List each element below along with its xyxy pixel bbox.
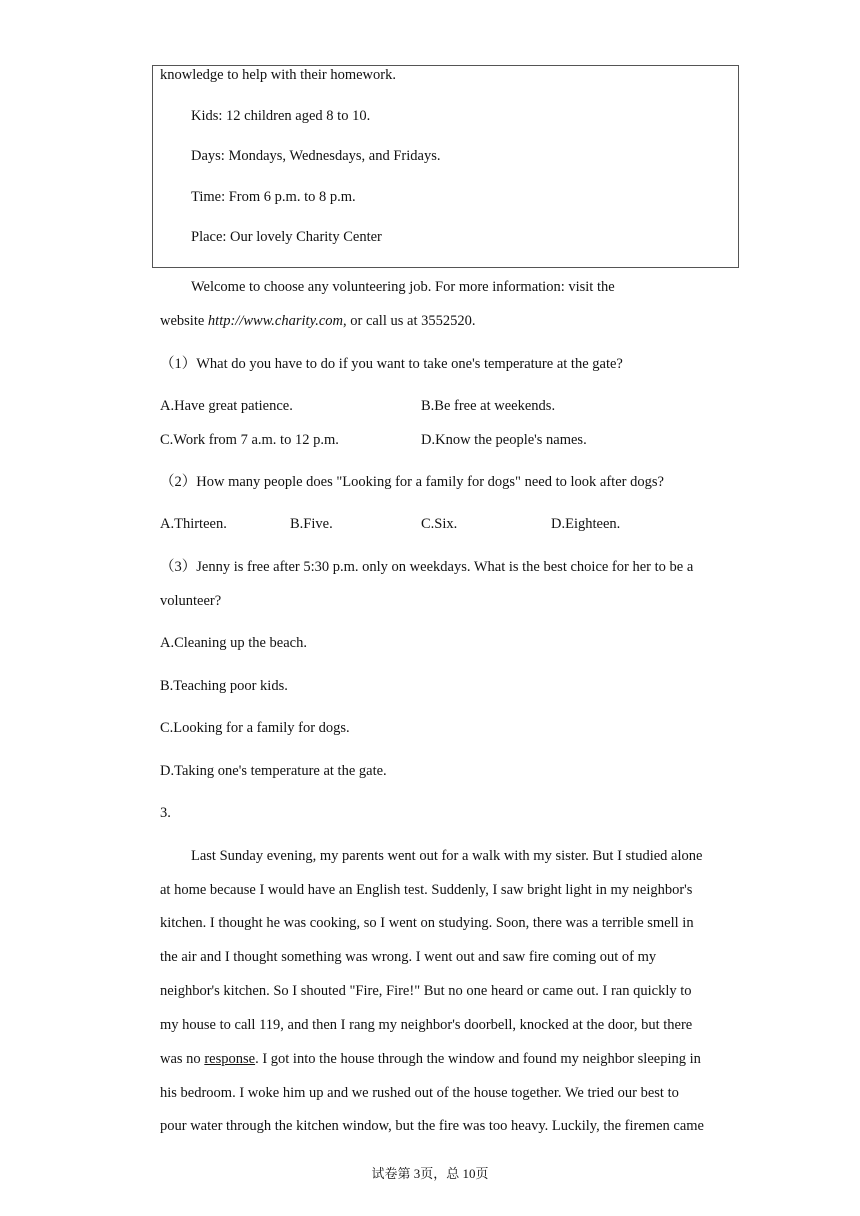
- passage-line-1: Last Sunday evening, my parents went out for a walk with my sister. But I studied alone: [191, 848, 703, 864]
- q2-option-d: D.Eighteen.: [551, 516, 621, 532]
- passage-line-4: the air and I thought something was wrong. I went out and saw fire coming out of my: [160, 949, 657, 965]
- passage-line-2: at home because I would have an English test. Suddenly, I saw bright light in my neighbor's: [160, 882, 693, 898]
- question-1-stem: （1）What do you have to do if you want to take one's temperature at the gate?: [160, 356, 623, 372]
- box-line-days: Days: Mondays, Wednesdays, and Fridays.: [191, 148, 441, 164]
- q2-option-a: A.Thirteen.: [160, 516, 227, 532]
- q3-option-b: B.Teaching poor kids.: [160, 678, 288, 694]
- passage-line-7-end: . I got into the house through the window and found my neighbor sleeping in: [255, 1051, 701, 1067]
- q1-option-d: D.Know the people's names.: [421, 432, 587, 448]
- q2-option-b: B.Five.: [290, 516, 333, 532]
- q3-option-d: D.Taking one's temperature at the gate.: [160, 763, 387, 779]
- passage-line-7: [160, 1050, 701, 1068]
- question-3-stem-line-1: （3）Jenny is free after 5:30 p.m. only on weekdays. What is the best choice for her to be a: [160, 559, 694, 575]
- q2-option-c: C.Six.: [421, 516, 458, 532]
- welcome-line-2: [160, 312, 475, 330]
- q3-option-a: A.Cleaning up the beach.: [160, 635, 307, 651]
- passage-line-5: neighbor's kitchen. So I shouted "Fire, Fire!" But no one heard or came out. I ran quickly to: [160, 983, 692, 999]
- underlined-word-response: response: [204, 1051, 256, 1067]
- question-2-stem: （2）How many people does "Looking for a family for dogs" need to look after dogs?: [160, 474, 664, 490]
- question-3-stem-line-2: volunteer?: [160, 593, 222, 609]
- passage-line-7-start: was no: [160, 1051, 205, 1067]
- q1-option-a: A.Have great patience.: [160, 398, 293, 414]
- passage-line-6: my house to call 119, and then I rang my neighbor's doorbell, knocked at the door, but there: [160, 1017, 693, 1033]
- welcome-line-1: Welcome to choose any volunteering job. For more information: visit the: [191, 279, 615, 295]
- website-url: http://www.charity.com: [207, 313, 343, 329]
- welcome-phone: , or call us at 3552520.: [342, 313, 476, 329]
- q1-option-c: C.Work from 7 a.m. to 12 p.m.: [160, 432, 339, 448]
- welcome-website-label: website: [160, 313, 208, 329]
- box-line-time: Time: From 6 p.m. to 8 p.m.: [191, 189, 356, 205]
- page-footer: 试卷第 3页，总 10页: [371, 1166, 489, 1181]
- box-line-kids: Kids: 12 children aged 8 to 10.: [191, 108, 371, 124]
- q3-option-c: C.Looking for a family for dogs.: [160, 720, 350, 736]
- passage-line-9: pour water through the kitchen window, but the fire was too heavy. Luckily, the firemen came: [160, 1118, 704, 1134]
- q1-option-b: B.Be free at weekends.: [421, 398, 556, 414]
- passage-line-8: his bedroom. I woke him up and we rushed out of the house together. We tried our best to: [160, 1085, 679, 1101]
- section-3-number: 3.: [160, 805, 171, 821]
- box-line-place: Place: Our lovely Charity Center: [191, 229, 382, 245]
- passage-line-3: kitchen. I thought he was cooking, so I went on studying. Soon, there was a terrible smell in: [160, 915, 694, 931]
- box-line-homework: knowledge to help with their homework.: [160, 67, 396, 83]
